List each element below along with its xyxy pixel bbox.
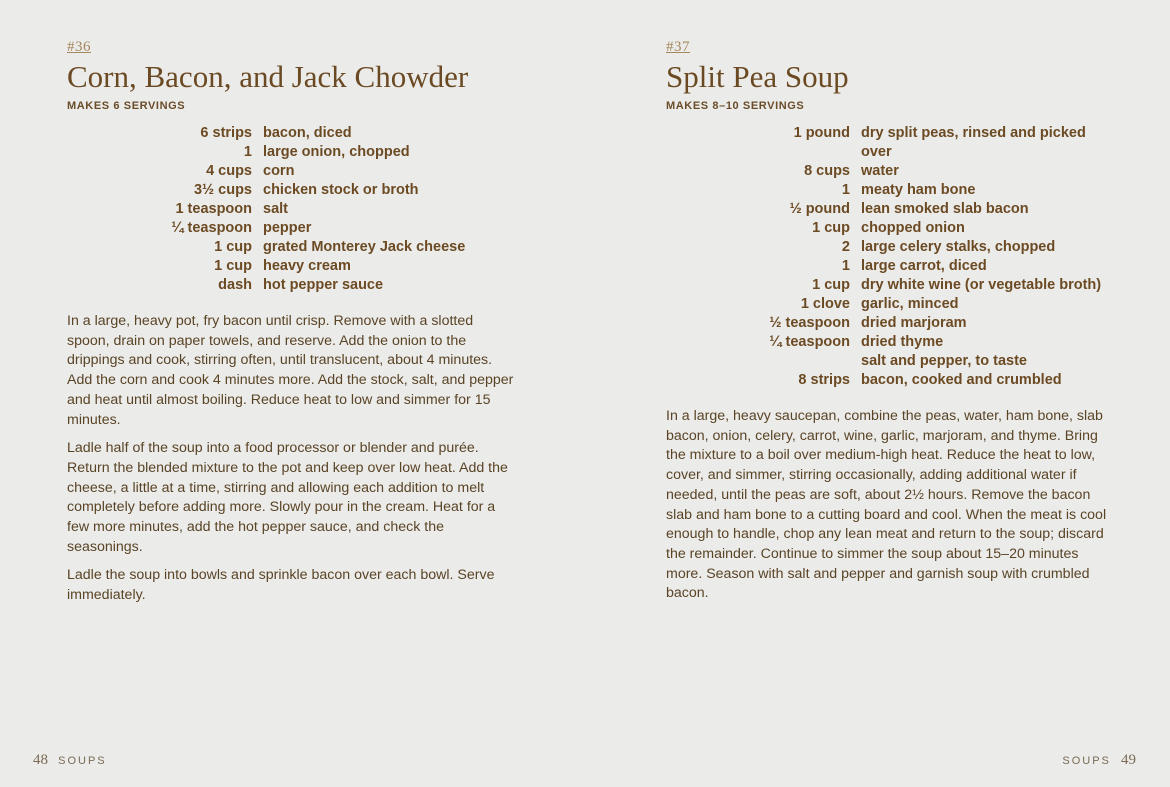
servings-label: MAKES 8–10 SERVINGS bbox=[666, 100, 805, 112]
ingredient-row bbox=[666, 238, 1116, 257]
ingredient-item: chopped onion bbox=[861, 220, 965, 236]
ingredient-quantity: 1 cup bbox=[812, 220, 850, 236]
ingredient-row bbox=[67, 219, 465, 238]
ingredient-item: water bbox=[861, 163, 899, 179]
ingredient-row bbox=[666, 162, 1116, 181]
ingredient-row bbox=[666, 352, 1116, 371]
ingredient-item: dry split peas, rinsed and picked over bbox=[861, 125, 1086, 160]
servings-label: MAKES 6 SERVINGS bbox=[67, 100, 186, 112]
ingredient-item: bacon, cooked and crumbled bbox=[861, 372, 1062, 388]
ingredient-row bbox=[666, 371, 1116, 390]
ingredient-item: dried marjoram bbox=[861, 315, 967, 331]
instruction-paragraph: Ladle the soup into bowls and sprinkle bacon over each bowl. Serve immediately. bbox=[67, 567, 495, 604]
right-page bbox=[585, 0, 1170, 787]
recipe-title: Split Pea Soup bbox=[666, 59, 849, 94]
ingredient-row bbox=[67, 257, 465, 276]
ingredients-list bbox=[666, 124, 1116, 390]
ingredient-item: large onion, chopped bbox=[263, 144, 410, 160]
ingredient-item: salt and pepper, to taste bbox=[861, 353, 1027, 369]
ingredient-quantity: 1 pound bbox=[793, 125, 850, 141]
recipe-title: Corn, Bacon, and Jack Chowder bbox=[67, 59, 469, 94]
ingredient-quantity: 1 cup bbox=[214, 258, 252, 274]
section-label: SOUPS bbox=[58, 755, 107, 767]
recipe-37 bbox=[666, 38, 1116, 613]
ingredient-item: salt bbox=[263, 201, 288, 217]
ingredient-row bbox=[666, 276, 1116, 295]
ingredient-row bbox=[666, 200, 1116, 219]
ingredient-quantity: 4 cups bbox=[206, 163, 252, 179]
ingredient-item: meaty ham bone bbox=[861, 182, 976, 198]
ingredient-item: bacon, diced bbox=[263, 125, 352, 141]
ingredient-row bbox=[67, 276, 465, 295]
recipe-36 bbox=[67, 38, 517, 615]
ingredient-item: large celery stalks, chopped bbox=[861, 239, 1056, 255]
page-number: 49 bbox=[1121, 752, 1136, 768]
ingredient-quantity: 1 bbox=[243, 144, 252, 160]
ingredient-item: chicken stock or broth bbox=[263, 182, 419, 198]
ingredient-item: heavy cream bbox=[263, 258, 351, 274]
ingredient-quantity: ½ pound bbox=[789, 201, 850, 217]
ingredient-quantity: dash bbox=[218, 277, 252, 293]
ingredient-row bbox=[67, 238, 465, 257]
ingredients-list bbox=[67, 124, 465, 295]
ingredient-quantity: 1 teaspoon bbox=[175, 201, 252, 217]
ingredient-item: pepper bbox=[263, 220, 312, 236]
instruction-paragraph: In a large, heavy saucepan, combine the peas, water, ham bone, slab bacon, onion, celery, carrot, wine, garlic, marjoram, and thyme. Bring the mixture to a boil over medium-high heat. Reduce the heat to low, cover, and simmer, stirring occasionally, adding additional water if needed, until the peas are soft, about 2½ hours. Remove the bacon slab and ham bone to a cutting board and cool. When the meat is cool enough to handle, chop any lean meat and return to the soup; discard the remainder. Continue to simmer the soup about 15–20 minutes more. Season with salt and pepper and garnish soup with crumbled bacon. bbox=[666, 408, 1107, 602]
ingredient-row bbox=[666, 257, 1116, 276]
ingredient-row bbox=[666, 181, 1116, 200]
ingredient-row bbox=[67, 181, 465, 200]
ingredient-quantity: 1 cup bbox=[812, 277, 850, 293]
ingredient-item: garlic, minced bbox=[861, 296, 959, 312]
ingredient-row bbox=[666, 333, 1116, 352]
ingredient-row bbox=[67, 162, 465, 181]
ingredient-row bbox=[67, 143, 465, 162]
ingredient-item: dried thyme bbox=[861, 334, 944, 350]
ingredient-item: dry white wine (or vegetable broth) bbox=[861, 277, 1102, 293]
section-label: SOUPS bbox=[1062, 755, 1111, 767]
ingredient-quantity: 1 bbox=[841, 182, 850, 198]
instruction-paragraph: Ladle half of the soup into a food processor or blender and purée. Return the blended mixture to the pot and keep over low heat. Add the cheese, a little at a time, stirring and allowing each addition to melt completely before adding more. Slowly pour in the cream. Heat for a few more minutes, add the hot pepper sauce, and check the seasonings. bbox=[67, 440, 508, 555]
ingredient-quantity: ½ teaspoon bbox=[769, 315, 850, 331]
ingredient-item: large carrot, diced bbox=[861, 258, 987, 274]
ingredient-quantity: 6 strips bbox=[200, 125, 252, 141]
ingredient-quantity: 2 bbox=[841, 239, 850, 255]
ingredient-quantity: 1 cup bbox=[214, 239, 252, 255]
ingredient-item: hot pepper sauce bbox=[263, 277, 384, 293]
instructions bbox=[67, 312, 517, 606]
ingredient-row bbox=[666, 219, 1116, 238]
instruction-paragraph: In a large, heavy pot, fry bacon until crisp. Remove with a slotted spoon, drain on paper towels, and reserve. Add the onion to the drippings and cook, stirring often, until translucent, about 4 minutes. Add the corn and cook 4 minutes more. Add the stock, salt, and pepper and heat until almost boiling. Reduce heat to low and simmer for 15 minutes. bbox=[67, 313, 514, 428]
ingredient-row bbox=[67, 200, 465, 219]
ingredient-quantity: 1 bbox=[841, 258, 850, 274]
ingredient-quantity: 8 cups bbox=[804, 163, 850, 179]
recipe-number: #36 bbox=[67, 39, 91, 55]
ingredient-quantity: ¼ teaspoon bbox=[769, 334, 850, 350]
ingredient-item: lean smoked slab bacon bbox=[861, 201, 1029, 217]
ingredient-item: corn bbox=[263, 163, 295, 179]
ingredient-quantity: 8 strips bbox=[798, 372, 850, 388]
ingredient-row bbox=[666, 124, 1116, 162]
ingredient-row bbox=[67, 124, 465, 143]
recipe-number: #37 bbox=[666, 39, 690, 55]
ingredient-quantity: 3½ cups bbox=[193, 182, 252, 198]
ingredient-quantity: ¼ teaspoon bbox=[171, 220, 252, 236]
page-number: 48 bbox=[33, 752, 48, 768]
ingredient-quantity: 1 clove bbox=[800, 296, 850, 312]
instructions bbox=[666, 407, 1116, 604]
ingredient-item: grated Monterey Jack cheese bbox=[263, 239, 466, 255]
ingredient-row bbox=[666, 314, 1116, 333]
page-folio bbox=[33, 752, 107, 769]
page-folio bbox=[1062, 752, 1136, 769]
ingredient-row bbox=[666, 295, 1116, 314]
ingredient-quantity bbox=[666, 352, 861, 371]
